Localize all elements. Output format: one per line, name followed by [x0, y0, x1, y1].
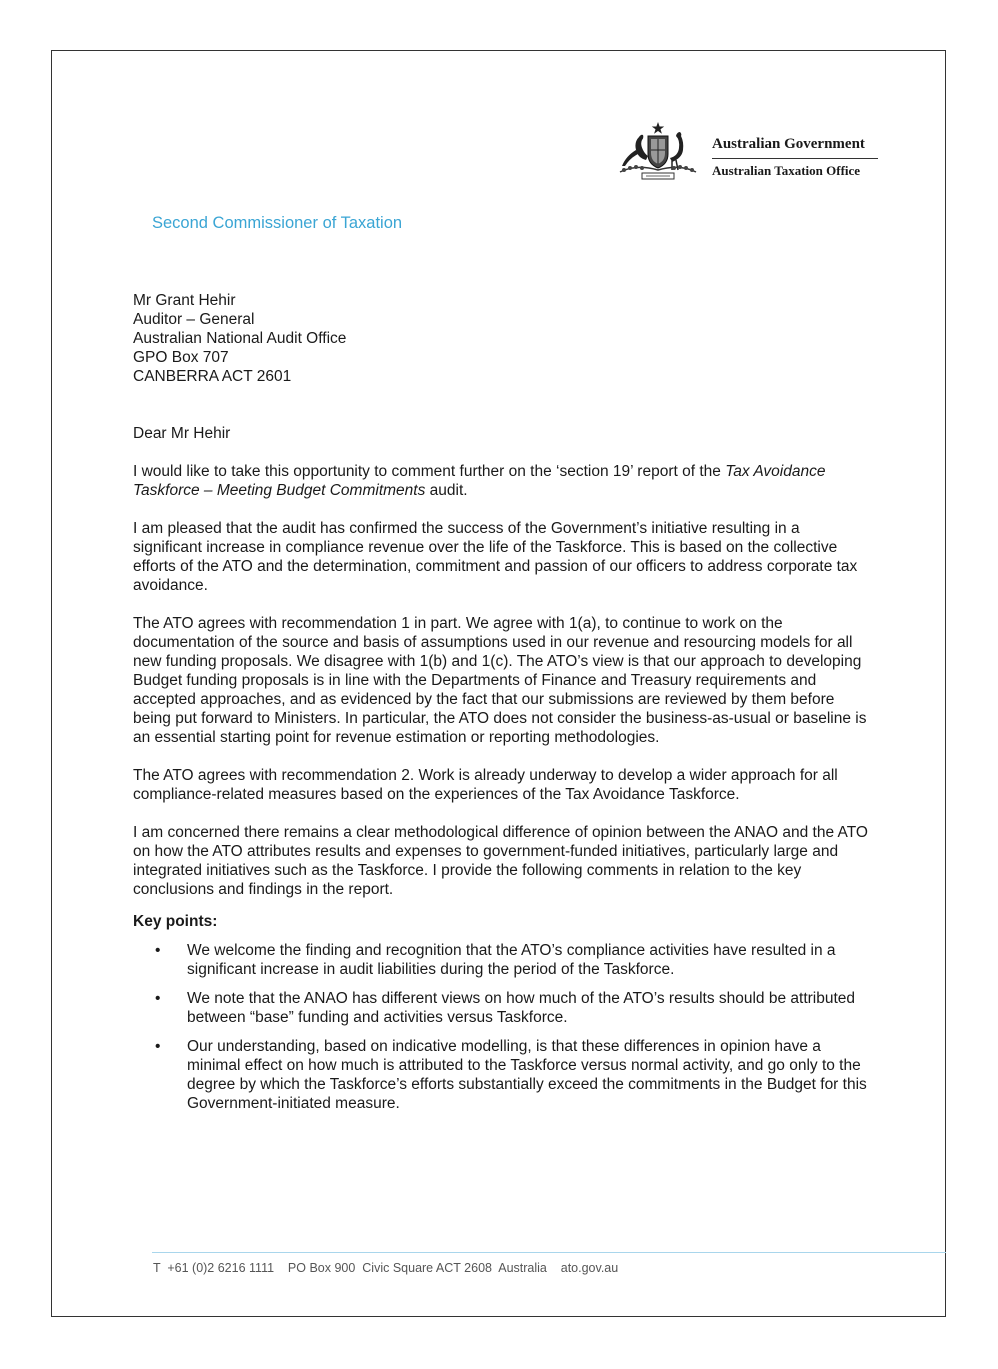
list-item-text: We welcome the finding and recognition that the ATO’s compliance activities have resulted in a significant increase in audit liabilities during the period of the Taskforce.: [187, 942, 836, 978]
recipient-box: GPO Box 707: [133, 349, 229, 366]
recipient-city: CANBERRA ACT 2601: [133, 368, 292, 385]
list-item: [133, 1037, 868, 1113]
paragraph-2: I am pleased that the audit has confirmed the success of the Government’s initiative resulting in a significant increase in compliance revenue over the life of the Taskforce. This is based on the collective efforts of the ATO and the determination, commitment and passion of our officers to address corporate tax avoidance.: [133, 520, 858, 594]
office-name: Australian Taxation Office: [712, 163, 861, 178]
paragraph-5: I am concerned there remains a clear methodological difference of opinion between the ANAO and the ATO on how the ATO attributes results and expenses to government-funded initiatives, particularly large and integrated initiatives such as the Taskforce. I provide the following comments in relation to the key conclusions and findings in the report.: [133, 824, 868, 898]
office-title: Second Commissioner of Taxation: [152, 214, 403, 232]
recipient-organisation: Australian National Audit Office: [133, 330, 347, 347]
footer-contact: T +61 (0)2 6216 1111 PO Box 900 Civic Square ACT 2608 Australia ato.gov.au: [153, 1261, 619, 1275]
key-points-list: [133, 941, 868, 1113]
letterhead: [616, 120, 886, 184]
coat-of-arms-icon: [616, 120, 700, 184]
bullet-icon: •: [155, 1038, 161, 1055]
recipient-name: Mr Grant Hehir: [133, 292, 236, 309]
recipient-title: Auditor – General: [133, 311, 255, 328]
list-item-text: We note that the ANAO has different views on how much of the ATO’s results should be attributed between “base” funding and activities versus Taskforce.: [187, 990, 856, 1026]
list-item: [133, 989, 868, 1027]
audit-title: Tax Avoidance Taskforce – Meeting Budget Commitments: [133, 463, 826, 499]
list-item-text: Our understanding, based on indicative modelling, is that these differences in opinion have a minimal effect on how much is attributed to the Taskforce versus normal activity, and go only to the degree by which the Taskforce’s efforts substantially exceed the commitments in the Budget for this Government-initiated measure.: [187, 1038, 867, 1112]
bullet-icon: •: [155, 942, 161, 959]
letter-body: [133, 462, 868, 1123]
bullet-icon: •: [155, 990, 161, 1007]
paragraph-1: [133, 462, 868, 500]
letterhead-rule: [712, 158, 878, 159]
recipient-address: [133, 291, 346, 386]
paragraph-1-text-a: I would like to take this opportunity to comment further on the ‘section 19’ report of the: [133, 463, 726, 480]
paragraph-3: The ATO agrees with recommendation 1 in part. We agree with 1(a), to continue to work on the documentation of the source and basis of assumptions used in our revenue and resourcing models for all new funding proposals. We disagree with 1(b) and 1(c). The ATO’s view is that our approach to developing Budget funding proposals is in line with the Departments of Finance and Treasury requirements and accepted approaches, and as evidenced by the fact that our submissions are reviewed by them before being put forward to Ministers. In particular, the ATO does not consider the business-as-usual or baseline is an essential starting point for revenue estimation or reporting methodologies.: [133, 615, 867, 746]
government-name: Australian Government: [712, 136, 865, 152]
paragraph-1-text-b: audit.: [425, 482, 468, 499]
key-points-heading: Key points:: [133, 913, 218, 930]
salutation: Dear Mr Hehir: [133, 425, 231, 442]
footer-rule: [152, 1252, 946, 1253]
list-item: [133, 941, 868, 979]
paragraph-4: The ATO agrees with recommendation 2. Work is already underway to develop a wider approach for all compliance-related measures based on the experiences of the Tax Avoidance Taskforce.: [133, 767, 838, 803]
